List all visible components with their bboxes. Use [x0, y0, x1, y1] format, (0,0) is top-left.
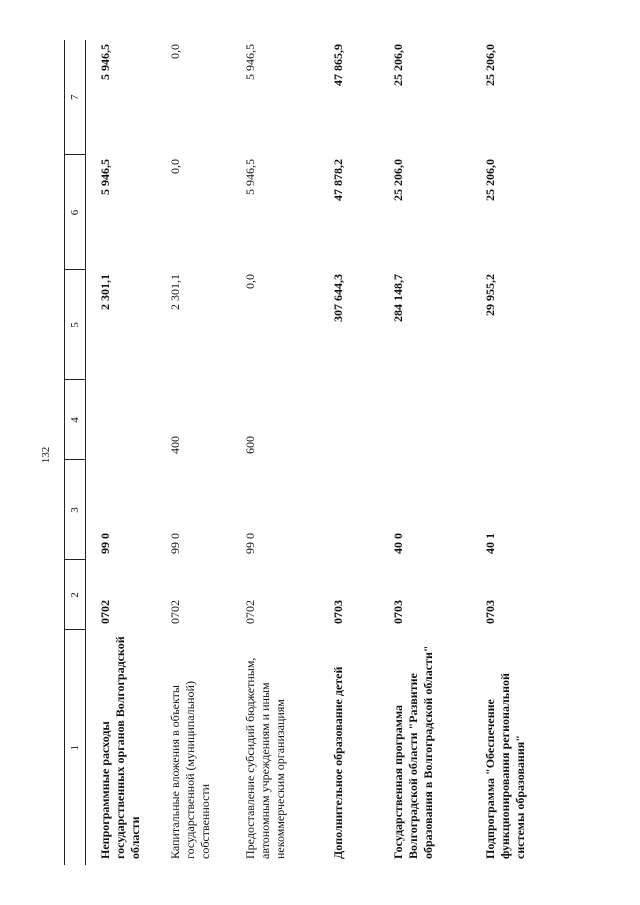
amount-col7: 0,0: [168, 44, 182, 59]
amount-col6: 5 946,5: [98, 159, 112, 195]
column-header: 5: [65, 270, 86, 380]
table-row: [86, 40, 157, 865]
section-code: 0703: [391, 600, 405, 624]
section-code: 0703: [483, 600, 497, 624]
budget-table: [64, 40, 581, 865]
amount-col5: 307 644,3: [331, 274, 345, 322]
expense-type: [86, 380, 157, 460]
program-code: 99 0: [168, 533, 182, 554]
program-code: 40 0: [391, 533, 405, 554]
expense-type: 600: [243, 436, 257, 454]
section-code: 0703: [331, 600, 345, 624]
amount-col7: 5 946,5: [243, 44, 257, 80]
column-header: 1: [65, 630, 86, 865]
column-header: 7: [65, 40, 86, 155]
table-row: [156, 40, 231, 865]
section-code: 0702: [168, 600, 182, 624]
header-row: [65, 40, 86, 865]
row-name: Предоставление субсидий бюджетным, автономным учреждениям и иным некоммерческим организациям: [243, 657, 287, 859]
amount-col5: 2 301,1: [98, 274, 112, 310]
row-name: Дополнительное образование детей: [331, 666, 345, 859]
expense-type: 400: [168, 436, 182, 454]
amount-col5: 0,0: [243, 274, 257, 289]
amount-col6: 25 206,0: [483, 159, 497, 201]
budget-table-container: [64, 40, 624, 865]
program-code: 40 1: [483, 533, 497, 554]
table-row: [319, 40, 379, 865]
amount-col6: 47 878,2: [331, 159, 345, 201]
table-row: [379, 40, 471, 865]
amount-col5: 284 148,7: [391, 274, 405, 322]
column-header: 2: [65, 560, 86, 630]
expense-type: [319, 380, 379, 460]
amount-col7: 25 206,0: [391, 44, 405, 86]
amount-col6: 0,0: [168, 159, 182, 174]
amount-col7: 47 865,9: [331, 44, 345, 86]
amount-col6: 5 946,5: [243, 159, 257, 195]
column-header: 6: [65, 155, 86, 270]
section-code: 0702: [98, 600, 112, 624]
amount-col5: 2 301,1: [168, 274, 182, 310]
program-code: [319, 460, 379, 560]
column-header: 3: [65, 460, 86, 560]
row-name: Государственная программа Волгоградской области "Развитие образования в Волгоградской области": [391, 645, 435, 859]
column-header: 4: [65, 380, 86, 460]
amount-col5: 29 955,2: [483, 274, 497, 316]
table-row: [471, 40, 581, 865]
rotated-page: [64, 40, 624, 865]
program-code: 99 0: [243, 533, 257, 554]
table-row: [231, 40, 319, 865]
row-name: Непрограммные расходы государственных органов Волгоградской области: [98, 636, 142, 859]
section-code: 0702: [243, 600, 257, 624]
row-name: Подпрограмма "Обеспечение функционирования региональной системы образования": [483, 673, 527, 859]
row-name: Капитальные вложения в объекты государственной (муниципальной) собственности: [168, 681, 212, 859]
program-code: 99 0: [98, 533, 112, 554]
page-number: 132: [40, 446, 52, 464]
expense-type: [471, 380, 581, 460]
amount-col7: 5 946,5: [98, 44, 112, 80]
expense-type: [379, 380, 471, 460]
amount-col6: 25 206,0: [391, 159, 405, 201]
amount-col7: 25 206,0: [483, 44, 497, 86]
